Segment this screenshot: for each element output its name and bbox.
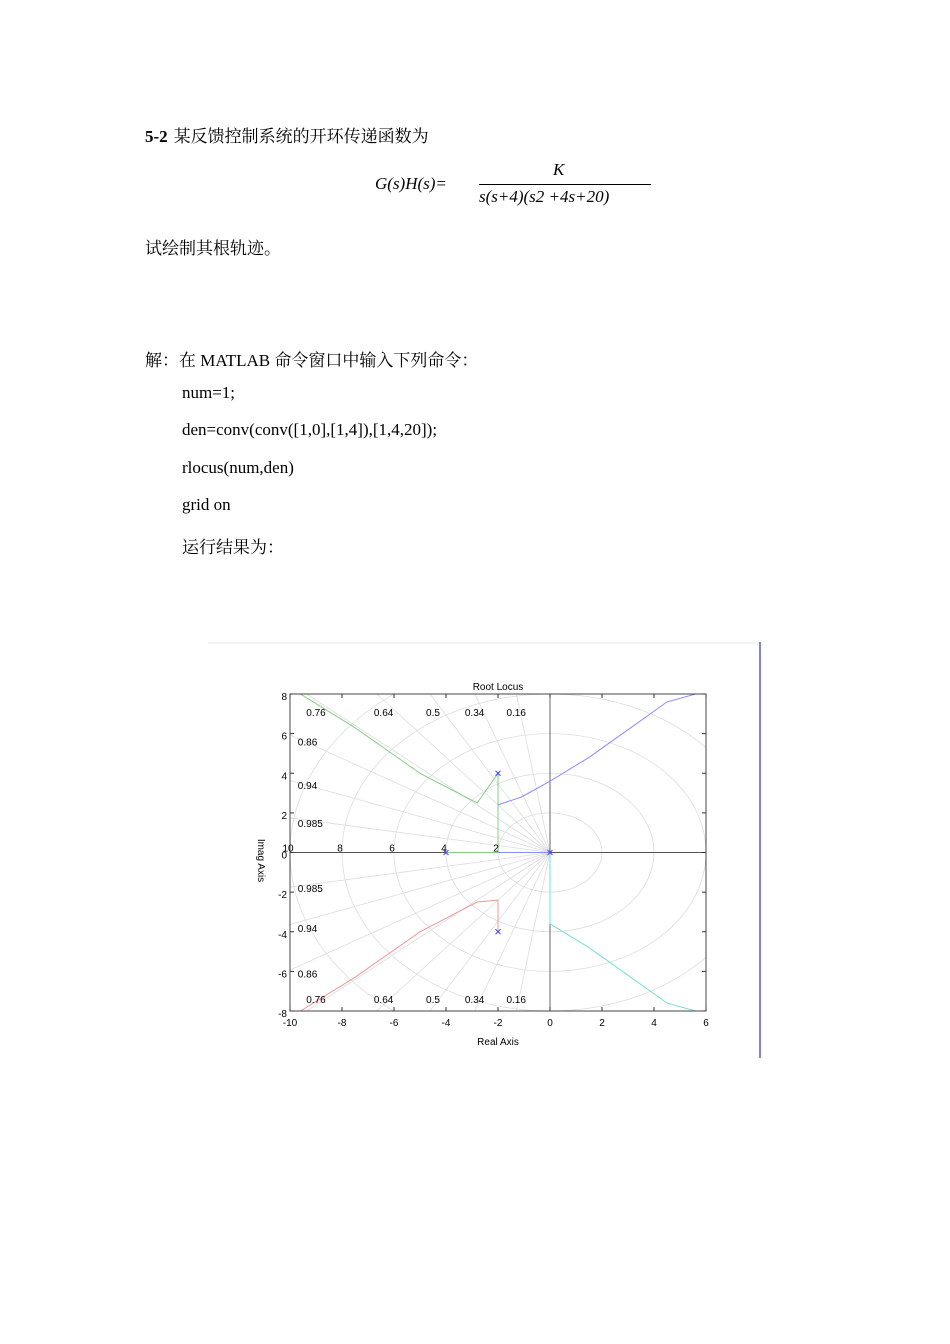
- y-tick-label: -8: [278, 1009, 287, 1020]
- damping-label-top: 0.76: [306, 708, 326, 719]
- locus-branch-4: [550, 853, 696, 1012]
- damping-label-left: 0.94: [297, 923, 318, 935]
- formula-numerator: K: [553, 160, 565, 179]
- frequency-label: 4: [441, 843, 447, 855]
- x-tick-label: -2: [493, 1018, 503, 1029]
- transfer-function-formula: [375, 160, 675, 216]
- frequency-label: 6: [389, 843, 395, 855]
- y-tick-label: 2: [281, 810, 287, 822]
- y-tick-label: 4: [281, 771, 287, 783]
- x-tick-label: 4: [651, 1018, 657, 1029]
- x-tick-label: 6: [703, 1018, 709, 1029]
- grid-damping-ray: [208, 650, 550, 852]
- damping-label-bottom: 0.76: [306, 995, 326, 1006]
- damping-label-bottom: 0.16: [506, 995, 526, 1006]
- problem-number: 5-2: [145, 127, 168, 146]
- root-locus-figure: [208, 642, 768, 1058]
- damping-label-top: 0.5: [426, 708, 440, 719]
- frequency-label: 2: [493, 843, 499, 855]
- task-text: 试绘制其根轨迹。: [145, 239, 281, 258]
- problem-text: 某反馈控制系统的开环传递函数为: [173, 127, 429, 146]
- damping-label-left: 0.94: [297, 781, 318, 793]
- code-line-2: den=conv(conv([1,0],[1,4]),[1,4,20]);: [182, 420, 438, 439]
- damping-label-left: 0.86: [297, 969, 318, 981]
- damping-label-bottom: 0.34: [464, 995, 485, 1006]
- y-tick-label: -6: [278, 969, 287, 981]
- chart-title: Root Locus: [472, 682, 524, 693]
- solution-intro: 解：在 MATLAB 命令窗口中输入下列命令：: [145, 351, 479, 370]
- code-line-4: grid on: [182, 495, 231, 514]
- y-axis-label: Imag Axis: [255, 838, 266, 883]
- frequency-label: 10: [282, 843, 294, 855]
- y-tick-label: 0: [281, 850, 287, 862]
- damping-label-bottom: 0.64: [373, 995, 394, 1006]
- grid-damping-ray: [290, 642, 550, 853]
- x-axis-label: Real Axis: [477, 1037, 519, 1048]
- x-tick-label: -8: [337, 1018, 347, 1029]
- damping-label-left: 0.985: [297, 818, 323, 830]
- damping-label-left: 0.985: [297, 884, 323, 896]
- x-tick-label: 0: [547, 1018, 553, 1029]
- x-tick-label: 2: [599, 1018, 605, 1029]
- root-locus-plot: [208, 642, 768, 1058]
- y-tick-label: 8: [281, 692, 287, 703]
- damping-label-bottom: 0.5: [426, 995, 440, 1006]
- x-tick-label: -4: [441, 1018, 451, 1029]
- damping-label-left: 0.86: [297, 737, 318, 749]
- code-line-1: num=1;: [182, 383, 236, 402]
- grid-damping-ray: [208, 642, 550, 853]
- x-tick-label: -10: [282, 1018, 298, 1029]
- grid-damping-ray: [290, 853, 550, 1059]
- x-tick-label: -6: [389, 1018, 399, 1029]
- damping-label-top: 0.16: [506, 708, 526, 719]
- y-tick-label: -4: [278, 929, 287, 941]
- y-tick-label: 6: [281, 731, 287, 743]
- damping-label-top: 0.34: [464, 708, 485, 719]
- formula-denominator: s(s+4)(s2 +4s+20): [479, 187, 610, 206]
- fraction-bar: [479, 184, 651, 185]
- grid-damping-ray: [464, 853, 550, 1059]
- problem-statement: [145, 122, 429, 147]
- formula-lhs: G(s)H(s)=: [375, 174, 447, 193]
- frequency-label: 8: [337, 843, 343, 855]
- result-label: 运行结果为：: [182, 538, 284, 557]
- code-line-3: rlocus(num,den): [182, 458, 294, 477]
- y-tick-label: -2: [278, 890, 287, 902]
- damping-label-top: 0.64: [373, 708, 394, 719]
